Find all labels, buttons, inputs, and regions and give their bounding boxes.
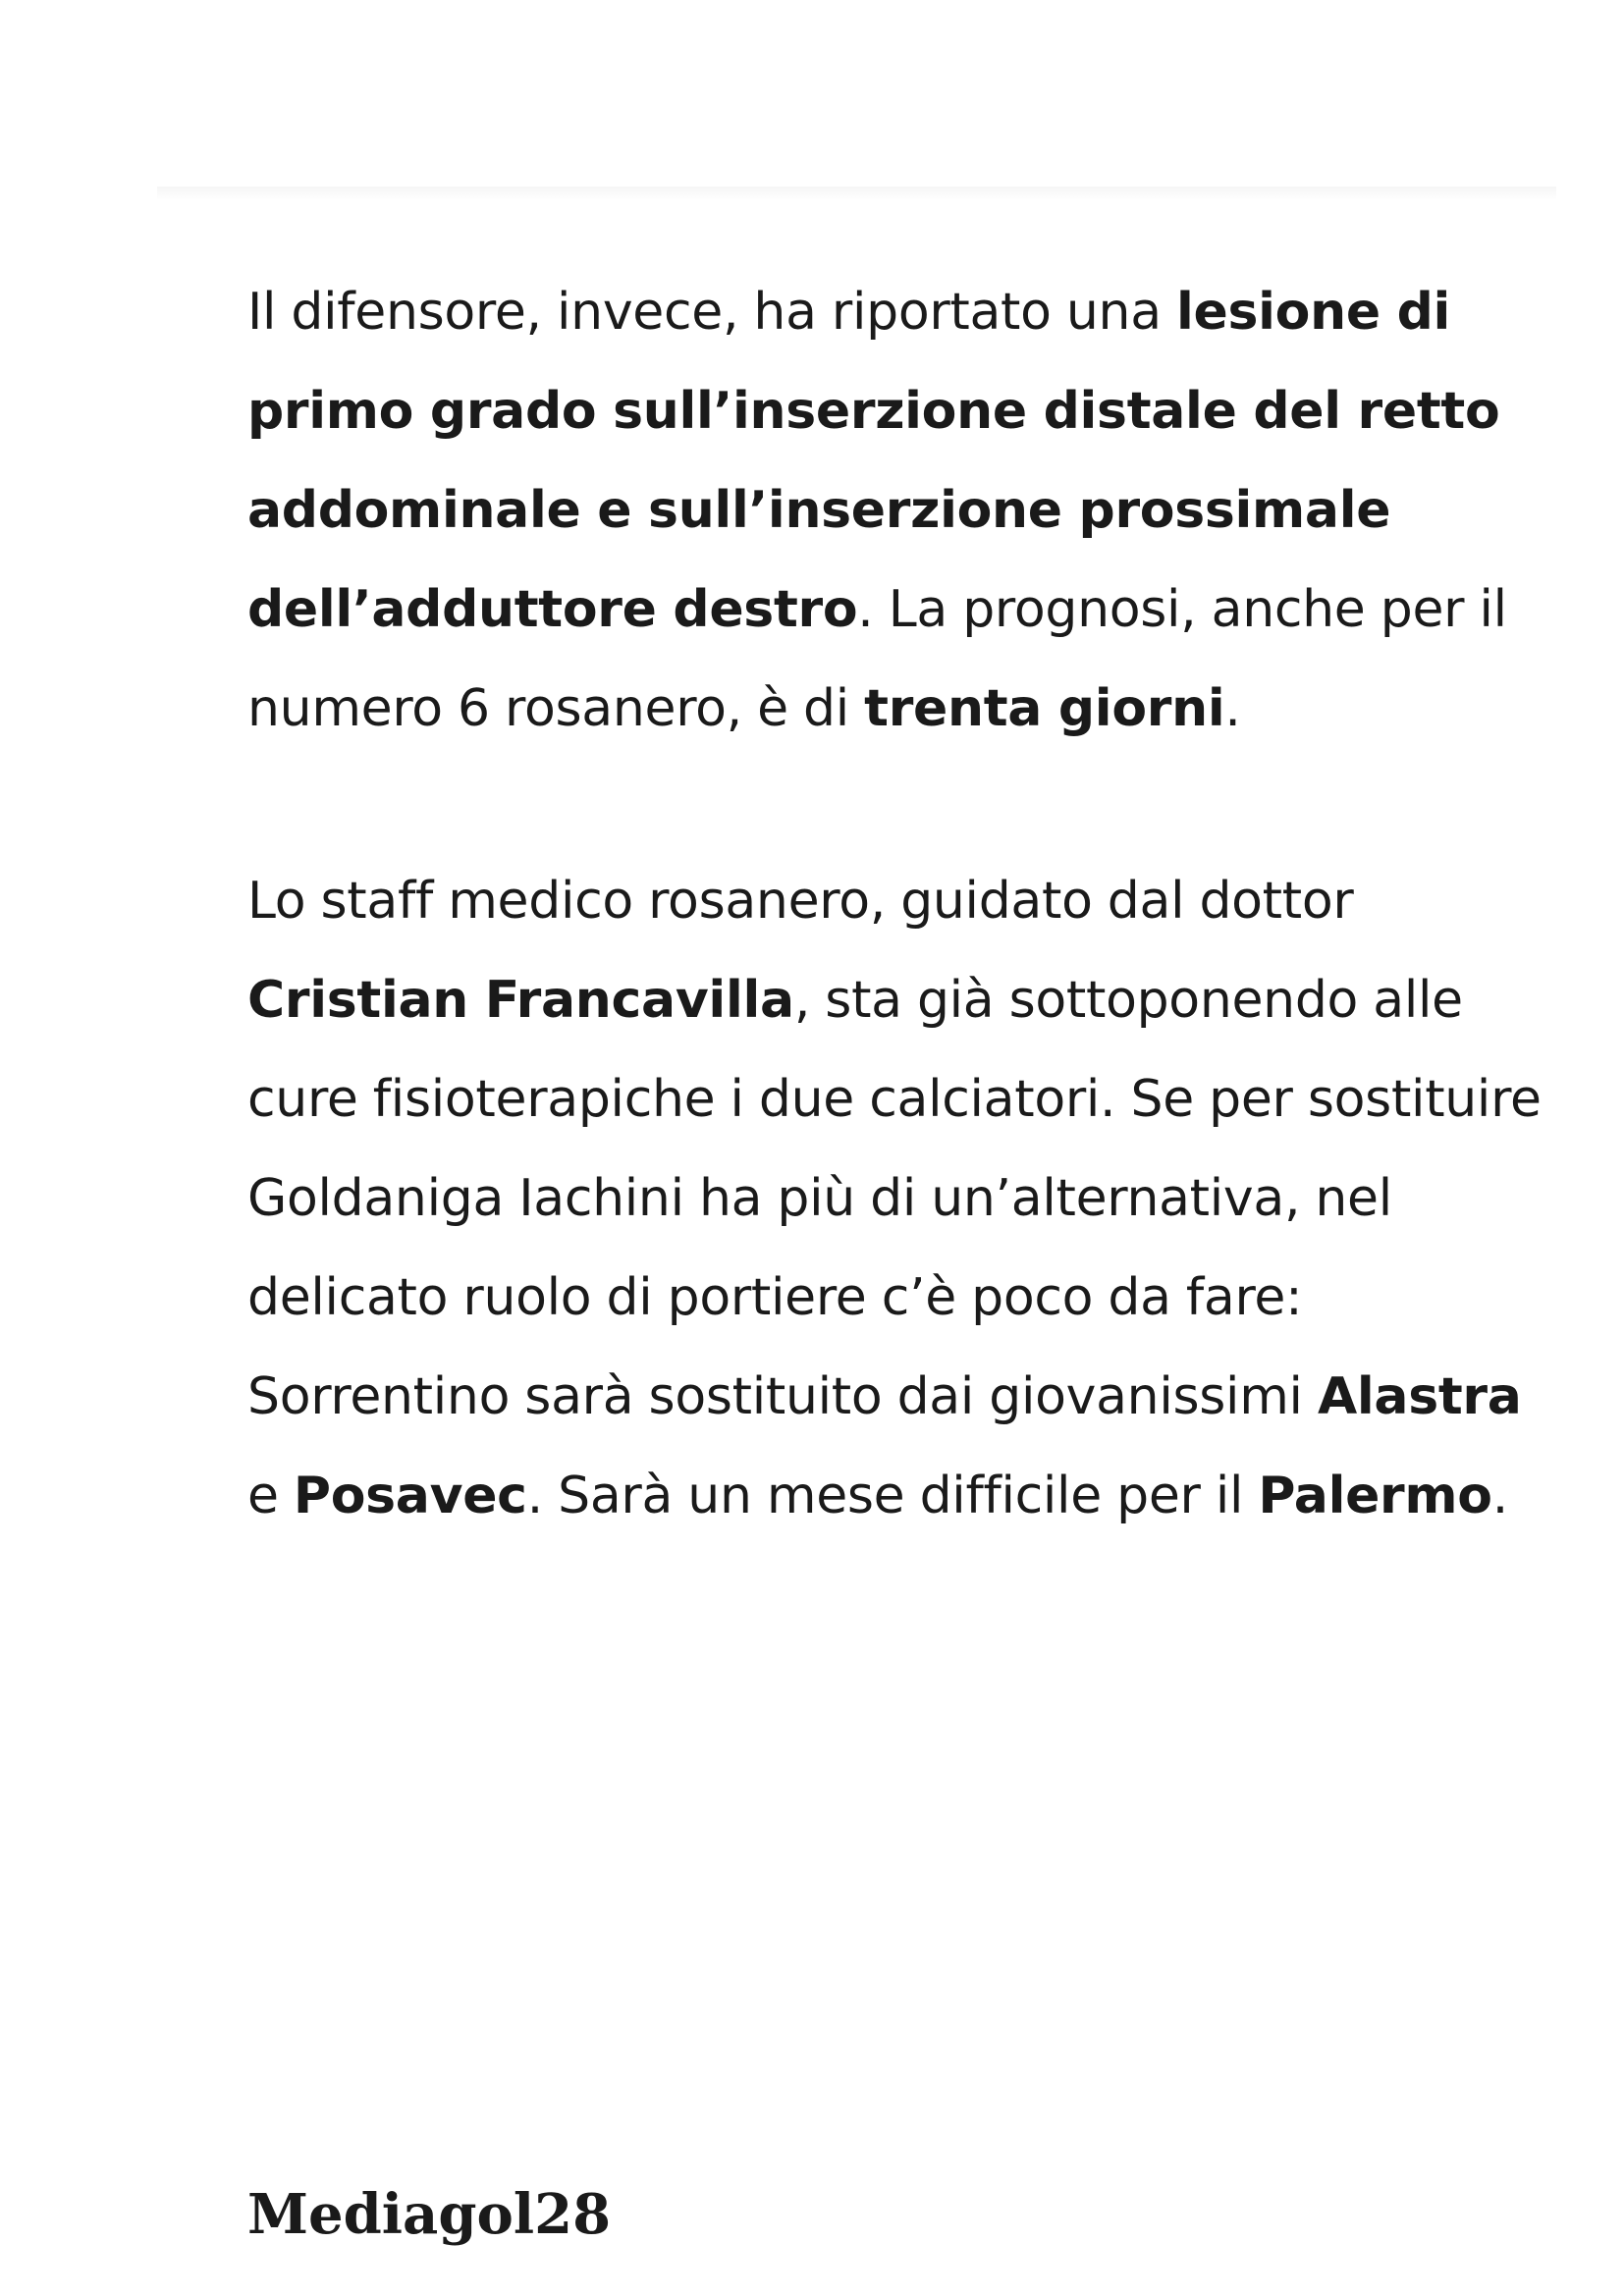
paragraph-medical-staff (247, 852, 1553, 1546)
text-segment: Il difensore, invece, ha riportato una (247, 283, 1177, 342)
author-signature: Mediagol28 (247, 2182, 612, 2247)
paragraph-injury-defender (247, 263, 1553, 759)
article-body (247, 263, 1553, 1546)
bold-player-posavec: Posavec (293, 1467, 527, 1525)
bold-player-alastra: Alastra (1317, 1367, 1522, 1426)
text-segment: . (1491, 1467, 1508, 1525)
text-segment: Lo staff medico rosanero, guidato dal dottor (247, 872, 1354, 931)
text-segment: , sta già sottoponendo alle cure fisioterapiche i due calciatori. Se per sostituire Goldaniga Iachini ha più di un’alternativa, nel delicato ruolo di portiere c’è poco da fare: Sorrentino sarà sostituito dai giovanissimi (247, 971, 1542, 1426)
bold-injury-diagnosis: lesione di primo grado sull’inserzione distale del retto addominale e sull’inserzione prossimale dell’adduttore destro (247, 283, 1500, 639)
text-segment: . (1224, 679, 1241, 738)
top-divider (157, 187, 1556, 200)
bold-doctor-name: Cristian Francavilla (247, 971, 794, 1030)
bold-team-palermo: Palermo (1258, 1467, 1492, 1525)
bold-prognosis: trenta giorni (864, 679, 1225, 738)
text-segment: . La prognosi, anche per il numero 6 rosanero, è di (247, 580, 1507, 738)
text-segment: . Sarà un mese difficile per il (526, 1467, 1259, 1525)
text-segment: e (247, 1467, 294, 1525)
